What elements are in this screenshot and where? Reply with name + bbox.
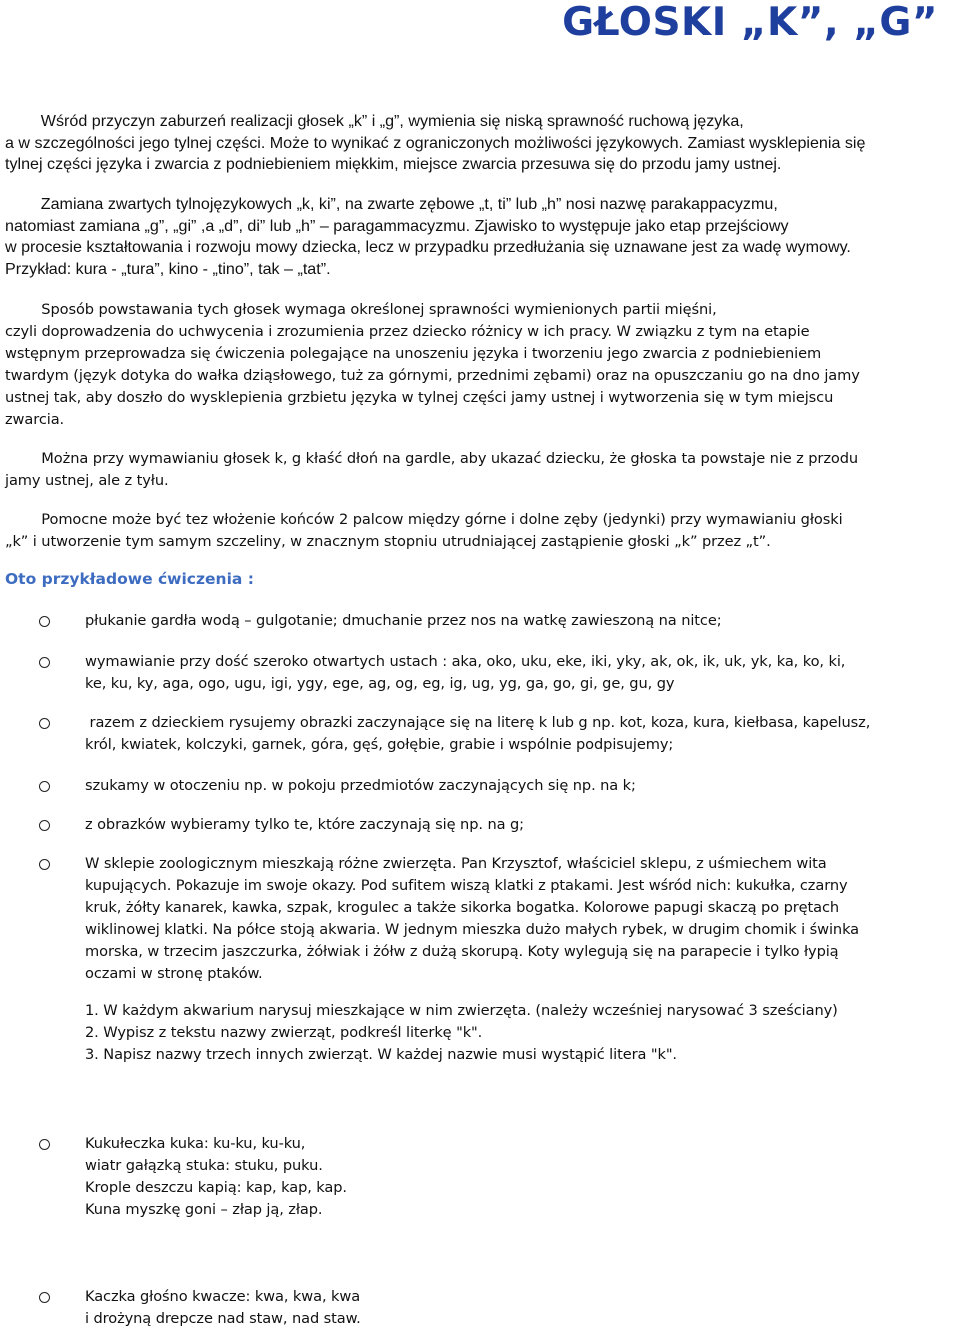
list-item-line: ke, ku, ky, aga, ogo, ugu, igi, ygy, ege, ag, og, eg, ig, ug, yg, ga, go, gi, ge, gu, gy	[85, 675, 675, 692]
parakappacism-paragraph	[5, 194, 957, 281]
circle-bullet-icon	[39, 718, 50, 729]
paragraph-line: Zamiana zwartych tylnojęzykowych „k, ki”, na zwarte zębowe „t, ti” lub „h” nosi nazwę parakappacyzmu,	[5, 195, 778, 213]
intro-paragraph	[5, 111, 957, 176]
list-item-line: szukamy w otoczeniu np. w pokoju przedmiotów zaczynających się np. na k;	[85, 777, 636, 794]
list-item-text	[85, 651, 957, 695]
circle-bullet-icon	[39, 859, 50, 870]
circle-bullet-icon	[39, 657, 50, 668]
task-item: 2. Wypisz z tekstu nazwy zwierząt, podkreśl literkę "k".	[85, 1024, 483, 1041]
paragraph-line: zwarcia.	[5, 411, 65, 428]
paragraph-line: w procesie kształtowania i rozwoju mowy dziecka, lecz w przypadku przedłużania się uznawane jest za wadę wymowy.	[5, 238, 851, 257]
list-item-line: kupujących. Pokazuje im swoje okazy. Pod sufitem wiszą klatki z ptakami. Jest wśród nich: kukułka, czarny	[85, 877, 848, 894]
paragraph-line: ustnej tak, aby doszło do wysklepienia grzbietu języka w tylnej części jamy ustnej i wytworzenia się w tym miejscu	[5, 389, 834, 406]
exercises-heading: Oto przykładowe ćwiczenia :	[5, 570, 254, 588]
rhyme-line: Kukułeczka kuka: ku-ku, ku-ku,	[85, 1135, 306, 1152]
list-item-line: morska, w trzecim jaszczurka, żółwiak i żółw z dużą skorupą. Koty wylegują się na parapecie i tylko łypią	[85, 943, 839, 960]
paragraph-line: tylnej części języka i zwarcia z podniebieniem miękkim, miejsce zwarcia przesuwa się do przodu jamy ustnej.	[5, 155, 782, 174]
list-item-text	[85, 814, 957, 836]
paragraph-line: a w szczególności jego tylnej części. Może to wynikać z ograniczonych możliwości językowych. Zamiast wysklepienia się	[5, 133, 866, 152]
paragraph-line: natomiast zamiana „g”, „gi” ,a „d”, di” lub „h” – paragammacyzmu. Zjawisko to występuje jako etap przejściowy	[5, 216, 789, 235]
paragraph-line: Można przy wymawianiu głosek k, g kłaść dłoń na gardle, aby ukazać dziecku, że głoska ta powstaje nie z przodu	[5, 450, 859, 467]
list-item-line: wiklinowej klatki. Na półce stoją akwaria. W jednym mieszka dużo małych rybek, w drugim chomik i świnka	[85, 921, 860, 938]
list-item-text	[85, 853, 957, 985]
articulation-paragraph	[5, 299, 957, 431]
circle-bullet-icon	[39, 1139, 50, 1150]
rhyme-text	[85, 1133, 957, 1221]
paragraph-line: Pomocne może być tez włożenie końców 2 palcow między górne i dolne zęby (jedynki) przy wymawianiu głoski	[5, 511, 843, 528]
paragraph-line: jamy ustnej, ale z tyłu.	[5, 472, 169, 489]
task-item: 1. W każdym akwarium narysuj mieszkające w nim zwierzęta. (należy wcześniej narysować 3 sześciany)	[85, 1002, 838, 1019]
rhyme-line: wiatr gałązką stuka: stuku, puku.	[85, 1157, 323, 1174]
list-item-line: płukanie gardła wodą – gulgotanie; dmuchanie przez nos na watkę zawieszoną na nitce;	[85, 612, 722, 629]
list-item-line: król, kwiatek, kolczyki, garnek, góra, gęś, gołębie, grabie i wspólnie podpisujemy;	[85, 736, 674, 753]
task-item: 3. Napisz nazwy trzech innych zwierząt. W każdej nazwie musi wystąpić litera "k".	[85, 1046, 677, 1063]
paragraph-line: Wśród przyczyn zaburzeń realizacji głosek „k” i „g”, wymienia się niską sprawność ruchową języka,	[5, 112, 744, 130]
rhyme-line: i drożyną drepcze nad staw, nad staw.	[85, 1310, 361, 1327]
paragraph-line: wstępnym przeprowadza się ćwiczenia polegające na unoszeniu języka i tworzeniu jego zwarcia z podniebieniem	[5, 345, 822, 362]
throat-paragraph	[5, 448, 957, 492]
list-item-text	[85, 712, 957, 756]
fingers-paragraph	[5, 509, 957, 553]
rhyme-line: Kaczka głośno kwacze: kwa, kwa, kwa	[85, 1288, 361, 1305]
circle-bullet-icon	[39, 616, 50, 627]
list-item-text	[85, 775, 957, 797]
circle-bullet-icon	[39, 820, 50, 831]
paragraph-line: „k” i utworzenie tym samym szczeliny, w znacznym stopniu utrudniającej zastąpienie głoski „k” przez „t”.	[5, 533, 771, 550]
list-item-line: kruk, żółty kanarek, kawka, szpak, krogulec a także sikorka bogatka. Kolorowe papugi skaczą po prętach	[85, 899, 840, 916]
circle-bullet-icon	[39, 781, 50, 792]
paragraph-line: czyli doprowadzenia do uchwycenia i zrozumienia przez dziecko różnicy w ich pracy. W związku z tym na etapie	[5, 323, 810, 340]
list-item-line: wymawianie przy dość szeroko otwartych ustach : aka, oko, uku, eke, iki, yky, ak, ok, ik, uk, yk, ka, ko, ki,	[85, 653, 846, 670]
list-item-line: W sklepie zoologicznym mieszkają różne zwierzęta. Pan Krzysztof, właściciel sklepu, z uśmiechem wita	[85, 855, 827, 872]
paragraph-line: twardym (język dotyka do wałka dziąsłowego, tuż za górnymi, przednimi zębami) oraz na opuszczaniu go na dno jamy	[5, 367, 860, 384]
rhyme-text	[85, 1286, 957, 1330]
rhyme-line: Krople deszczu kapią: kap, kap, kap.	[85, 1179, 347, 1196]
list-item-text	[85, 610, 957, 632]
page-title: GŁOSKI „K”, „G”	[562, 0, 938, 45]
rhyme-line: Kuna myszkę goni – złap ją, złap.	[85, 1201, 323, 1218]
list-item-line: oczami w stronę ptaków.	[85, 965, 263, 982]
list-item-line: z obrazków wybieramy tylko te, które zaczynają się np. na g;	[85, 816, 524, 833]
paragraph-line: Przykład: kura - „tura”, kino - „tino”, tak – „tat”.	[5, 260, 331, 279]
paragraph-line: Sposób powstawania tych głosek wymaga określonej sprawności wymienionych partii mięśni,	[5, 301, 717, 318]
circle-bullet-icon	[39, 1292, 50, 1303]
list-item-line: razem z dzieckiem rysujemy obrazki zaczynające się na literę k lub g np. kot, koza, kura, kiełbasa, kapelusz,	[85, 714, 871, 731]
